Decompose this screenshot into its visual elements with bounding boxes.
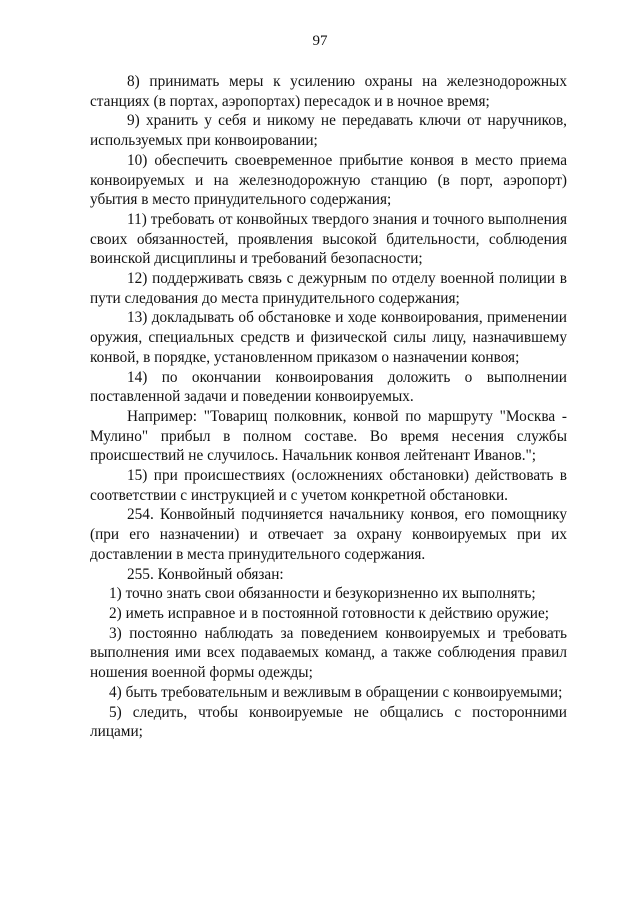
paragraph-item-8: 8) принимать меры к усилению охраны на железнодорожных станциях (в портах, аэропортах) пересадок и в ночное время; bbox=[90, 73, 567, 110]
paragraph-section-254: 254. Конвойный подчиняется начальнику конвоя, его помощнику (при его назначении) и отвечает за охрану конвоируемых при их доставлении в места принудительного содержания. bbox=[90, 506, 567, 563]
paragraph-section-255: 255. Конвойный обязан: bbox=[127, 565, 284, 583]
paragraph-example: Например: "Товарищ полковник, конвой по маршруту "Москва - Мулино" прибыл в полном составе. Во время несения службы происшествий не случилось. Начальник конвоя лейтенант Иванов."; bbox=[90, 407, 567, 465]
paragraph-item-11: 11) требовать от конвойных твердого знания и точного выполнения своих обязанностей, проявления высокой бдительности, соблюдения воинской дисциплины и требований безопасности; bbox=[90, 210, 567, 268]
paragraph-duty-2: 2) иметь исправное и в постоянной готовности к действию оружие; bbox=[109, 604, 550, 622]
paragraph-duty-5: 5) следить, чтобы конвоируемые не общались с посторонними лицами; bbox=[90, 703, 567, 741]
paragraph-duty-1: 1) точно знать свои обязанности и безукоризненно их выполнять; bbox=[109, 585, 536, 603]
paragraph-item-13: 13) докладывать об обстановке и ходе конвоирования, применении оружия, специальных средств и физической силы лицу, назначившему конвой, в порядке, установленном приказом о назначении конвоя; bbox=[90, 309, 567, 366]
paragraph-duty-4: 4) быть требовательным и вежливым в обращении с конвоируемыми; bbox=[109, 683, 563, 701]
paragraph-item-9: 9) хранить у себя и никому не передавать ключи от наручников, используемых при конвоировании; bbox=[90, 112, 567, 150]
paragraph-item-10: 10) обеспечить своевременное прибытие конвоя в место приема конвоируемых и на железнодорожную станцию (в порт, аэропорт) убытия в место принудительного содержания; bbox=[90, 151, 567, 209]
paragraph-item-14: 14) по окончании конвоирования доложить о выполнении поставленной задачи и поведении конвоируемых. bbox=[90, 368, 567, 406]
paragraph-item-15: 15) при происшествиях (осложнениях обстановки) действовать в соответствии с инструкцией и с учетом конкретной обстановки. bbox=[90, 467, 567, 504]
paragraph-item-12: 12) поддерживать связь с дежурным по отделу военной полиции в пути следования до места принудительного содержания; bbox=[90, 270, 567, 307]
page-number: 97 bbox=[312, 33, 328, 49]
paragraph-duty-3: 3) постоянно наблюдать за поведением конвоируемых и требовать выполнения ими всех подаваемых команд, а также соблюдения правил ношения военной формы одежды; bbox=[90, 624, 567, 682]
document-body bbox=[90, 72, 567, 742]
